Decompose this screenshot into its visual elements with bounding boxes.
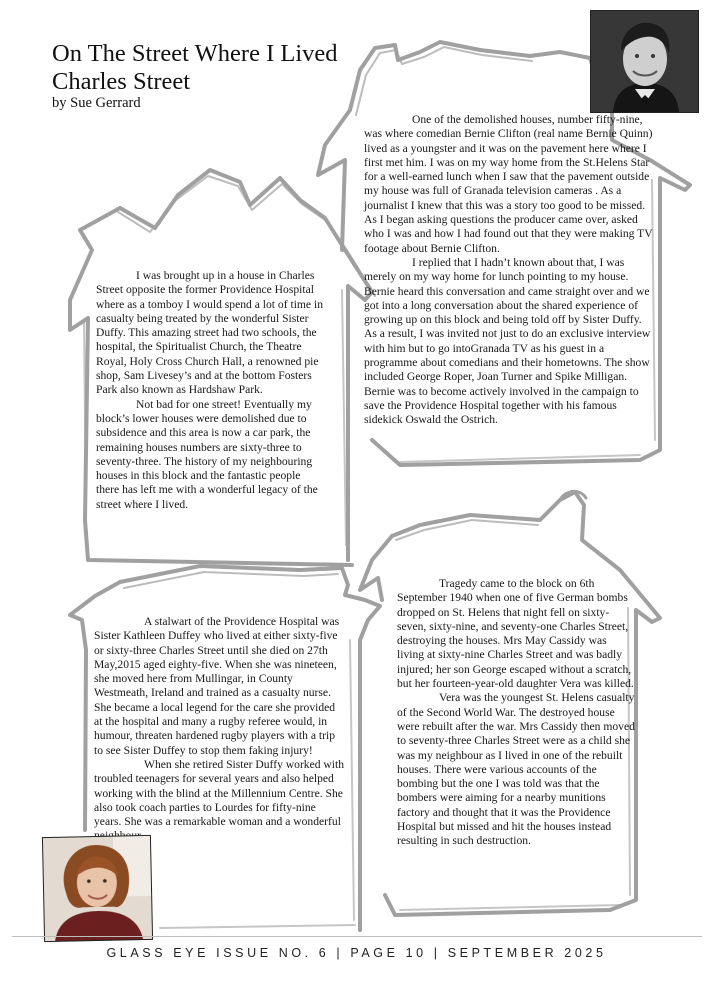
man-portrait-icon — [591, 11, 698, 112]
col1-paragraph-1: I was brought up in a house in Charles Street opposite the former Providence Hospital where as a tomboy I would spend a lot of time in casualty being treated by the wonderful Sister Duffy. This amazing street had two schools, the hospital, the Spiritualist Church, the Theatre Royal, Holy Cross Church Hall, a renowned pie shop, Sam Livesey’s and at the bottom Fosters Park also known as Hardshaw Park. — [96, 269, 323, 397]
article-column-3 — [94, 615, 346, 844]
woman-portrait-icon — [43, 836, 152, 941]
col3-paragraph-2: When she retired Sister Duffy worked with troubled teenagers for several years and also helped working with the blind at the Millennium Centre. She also took coach parties to Lourdes for fifty-nine years. She was a remarkable woman and a wonderful — [94, 757, 345, 829]
bernie-clifton-photo — [590, 10, 699, 113]
col3-paragraph-1: A stalwart of the Providence Hospital was Sister Kathleen Duffey who lived at either sixty-five or sixty-three Charles Street until she died on 27th May,2015 aged eighty-five. When she was nineteen, she moved here from Mullingar, in County Westmeath, Ireland and trained as a casualty nurse. She became a local legend for the care she provided at the hospital and many a rugby referee would, in humour, threaten hardened rugby players with a trip to see Sister Duffey to stop them faking injury! — [94, 615, 340, 757]
sister-duffey-photo — [42, 835, 153, 942]
article-byline: by Sue Gerrard — [52, 95, 141, 111]
title-line-1: On The Street Where I Lived — [52, 40, 338, 67]
article-column-4 — [397, 577, 635, 849]
article-column-1 — [96, 269, 324, 512]
col2-paragraph-2: I replied that I hadn’t known about that, I was merely on my way home for lunch pointing to my house. Bernie heard this conversation and came straight over and we got into a long conversation about the shared experience of growing up on this block and being told off by Sister Duffy. As a result, I was invited not just to do an exclusive interview with him but to go intoGranada TV as his guest in a programme about comedians and their hometowns. The show included George Roper, Joan Turner and Spike Milligan. Bernie was to become actively involved in the campaign to save the Providence Hospital together with his famous sidekick Oswald the Ostrich. — [364, 255, 651, 427]
col1-paragraph-2: Not bad for one street! Eventually my block’s lower houses were demolished due to subsidence and this area is now a car park, the remaining houses numbers are sixty-three to seventy-three. The history of my neighbouring houses in this block and the fantastic people there has left me with a wonderful legacy of the street where I lived. — [96, 397, 318, 511]
article-column-2 — [364, 113, 654, 428]
col4-paragraph-2: Vera was the youngest St. Helens casualty of the Second World War. The destroyed house were rebuilt after the war. Mrs Cassidy then moved to seventy-three Charles Street were as a child she was my neighbour as I lived in one of the rebuilt houses. There were various accounts of the bombing but the one I was told was that the bombers were aiming for a nearby munitions factory and thought that it was the Providence Hospital but missed and hit the houses instead resulting in such destruction. — [397, 691, 635, 848]
col2-paragraph-1: One of the demolished houses, number fifty-nine, was where comedian Bernie Clifton (real name Bernie Quinn) lived as a youngster and it was on the pavement here where I first met him. I was on my way home from the St.Helens Star for a well-earned lunch when I saw that the pavement outside my house was full of Granada television cameras . As a journalist I knew that this was a story too good to be missed. As I began asking questions the producer came over, asked who I was and how I had found out that they were making TV footage about Bernie Clifton. — [364, 113, 653, 255]
col4-paragraph-1: Tragedy came to the block on 6th September 1940 when one of five German bombs dropped on St. Helens that night fell on sixty-seven, sixty-nine, and seventy-one Charles Street, destroying the houses. Mrs May Cassidy was living at sixty-nine Charles Street and was badly injured; her son George escaped without a scratch, but her fourteen-year-old daughter Vera was killed. — [397, 577, 634, 691]
title-line-2: Charles Street — [52, 68, 191, 95]
article-title — [52, 40, 338, 96]
footer-rule — [12, 936, 702, 937]
page-footer: GLASS EYE ISSUE NO. 6 | PAGE 10 | SEPTEMBER 2025 — [106, 946, 607, 960]
